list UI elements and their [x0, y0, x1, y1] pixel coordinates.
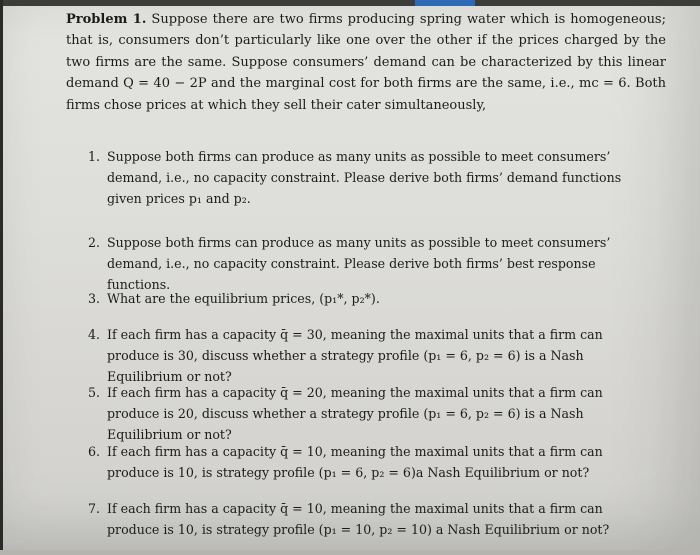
question-number: 1. — [88, 149, 101, 164]
question-5 — [88, 382, 656, 445]
question-text: Suppose both firms can produce as many units as possible to meet consumers’ demand, i.e., no capacity constraint. Please derive both firms’ best response functions. — [107, 235, 611, 292]
problem-intro — [66, 9, 666, 116]
question-number: 7. — [88, 501, 101, 516]
top-edge — [0, 0, 700, 6]
question-number: 4. — [88, 327, 101, 342]
question-7 — [88, 498, 656, 540]
question-number: 6. — [88, 444, 101, 459]
question-2 — [88, 232, 656, 295]
question-number: 2. — [88, 235, 101, 250]
question-text: Suppose both firms can produce as many units as possible to meet consumers’ demand, i.e., no capacity constraint. Please derive both firms’ demand functions given prices p₁ and p₂. — [107, 149, 622, 206]
top-edge-accent — [415, 0, 475, 6]
question-text: If each firm has a capacity q̄ = 10, meaning the maximal units that a firm can produce is 10, is strategy profile (p₁ = 6, p₂ = 6)a Nash Equilibrium or not? — [107, 444, 603, 480]
question-text: If each firm has a capacity q̄ = 30, meaning the maximal units that a firm can produce is 30, discuss whether a strategy profile (p₁ = 6, p₂ = 6) is a Nash Equilibrium or not? — [107, 327, 603, 384]
question-text: What are the equilibrium prices, (p₁*, p₂*). — [107, 291, 380, 306]
problem-intro-text: Suppose there are two firms producing spring water which is homogeneous; that is, consumers don’t particularly like one over the other if the prices charged by the two firms are the same. Suppose consumers’ demand can be characterized by this linear demand Q = 40 − 2P and the marginal cost for both firms are the same, i.e., mc = 6. Both firms chose prices at which they sell their cater simultaneously, — [66, 12, 666, 113]
question-1 — [88, 146, 656, 209]
question-number: 3. — [88, 291, 101, 306]
problem-heading: Problem 1. — [66, 12, 147, 27]
question-number: 5. — [88, 385, 101, 400]
question-text: If each firm has a capacity q̄ = 20, meaning the maximal units that a firm can produce is 20, discuss whether a strategy profile (p₁ = 6, p₂ = 6) is a Nash Equilibrium or not? — [107, 385, 603, 442]
question-3 — [88, 288, 656, 309]
question-text: If each firm has a capacity q̄ = 10, meaning the maximal units that a firm can produce is 10, is strategy profile (p₁ = 10, p₂ = 10) a Nash Equilibrium or not? — [107, 501, 610, 537]
question-6 — [88, 441, 656, 483]
left-edge — [0, 0, 3, 555]
bottom-edge — [0, 550, 700, 555]
question-4 — [88, 324, 656, 387]
